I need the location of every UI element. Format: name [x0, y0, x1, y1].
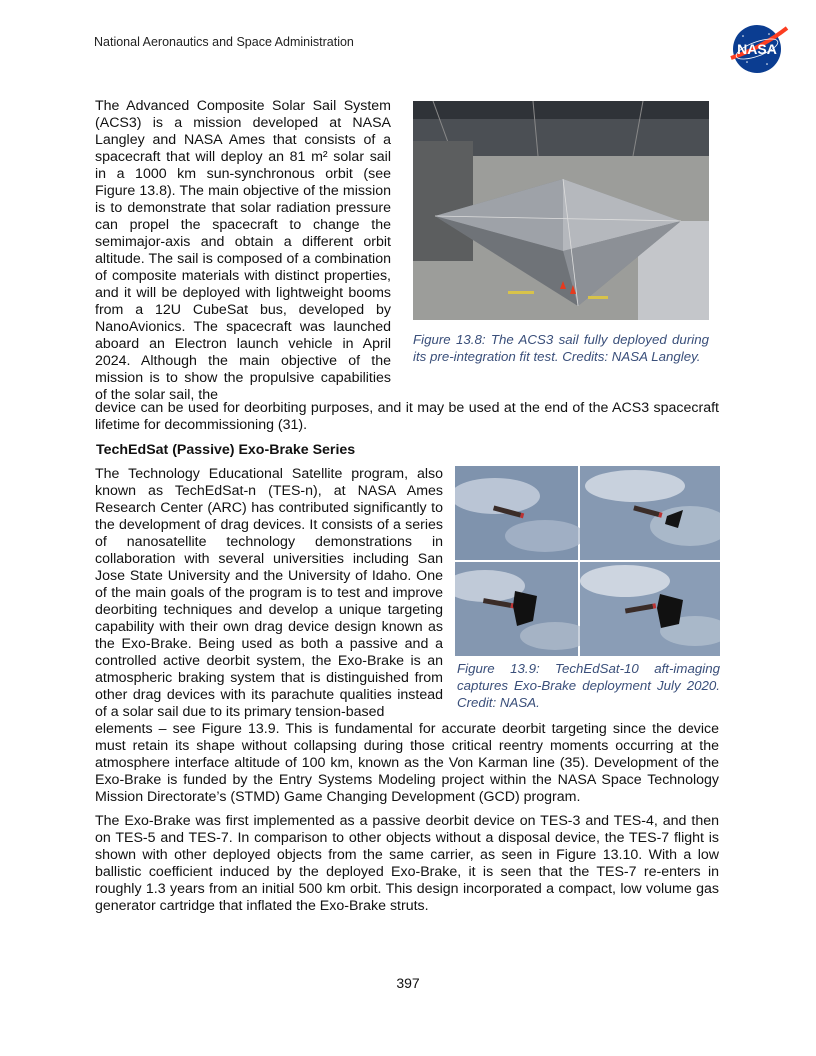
- figure-13-9-caption: Figure 13.9: TechEdSat-10 aft-imaging captures Exo-Brake deployment July 2020. Credit: NASA.: [457, 661, 720, 710]
- techedsat-heading: TechEdSat (Passive) Exo-Brake Series: [96, 442, 356, 458]
- acs3-sail-figure: [413, 101, 709, 320]
- nasa-logo-text: NASA: [737, 41, 777, 57]
- acs3-continuation-paragraph: device can be used for deorbiting purposes, and it may be used at the end of the ACS3 spacecraft lifetime for decommissioning (31).: [95, 400, 719, 433]
- techedsat-continuation-paragraph: elements – see Figure 13.9. This is fundamental for accurate deorbit targeting since the device must retain its shape without collapsing during those critical reentry moments occurring at the atmosphere interface altitude of 100 km, known as the Von Karman line (35). Development of the Exo-Brake is funded by the Entry Systems Modeling project within the NASA Space Technology Mission Directorate’s (STMD) Game Changing Development (GCD) program.: [95, 721, 719, 805]
- acs3-intro-paragraph: The Advanced Composite Solar Sail System (ACS3) is a mission developed at NASA Langley and NASA Ames that consists of a spacecraft that will deploy an 81 m² solar sail in a 1000 km sun-synchronous orbit (see Figure 13.8). The main objective of the mission is to demonstrate that solar radiation pressure can propel the spacecraft to change the semimajor-axis and obtain a different orbit altitude. The sail is composed of a combination of composite materials with distinct properties, and it will be deployed with lightweight booms from a 12U CubeSat bus, developed by NanoAvionics. The spacecraft was launched aboard an Electron launch vehicle in April 2024. Although the main objective of the mission is to show the propulsive capabilities of the solar sail, the: [95, 98, 391, 403]
- techedsat-intro-paragraph: The Technology Educational Satellite program, also known as TechEdSat-n (TES-n), at NASA Ames Research Center (ARC) has contributed significantly to the development of drag devices. It consists of a series of nanosatellite technology demonstrations in collaboration with several universities including San Jose State University and the University of Idaho. One of the main goals of the program is to test and improve deorbiting techniques and develop a unique targeting capability with their own drag device design known as the Exo-Brake. Being used as both a passive and a controlled active deorbit system, the Exo-Brake is an atmospheric braking system that is distinguished from other drag devices with its parachute qualities instead of a solar sail due to its primary tension-based: [95, 466, 443, 720]
- header-organization: National Aeronautics and Space Administration: [94, 35, 354, 49]
- figure-13-8-caption: Figure 13.8: The ACS3 sail fully deployed during its pre-integration fit test. Credits: NASA Langley.: [413, 332, 709, 364]
- exo-brake-implementation-paragraph: The Exo-Brake was first implemented as a passive deorbit device on TES-3 and TES-4, and then on TES-5 and TES-7. In comparison to other objects without a disposal device, the TES-7 flight is shown with other deployed objects from the same carrier, as seen in Figure 13.10. With a low ballistic coefficient induced by the deployed Exo-Brake, it is seen that the TES-7 re-enters in roughly 1.3 years from an initial 500 km orbit. This design incorporated a compact, low volume gas generator cartridge that inflated the Exo-Brake struts.: [95, 813, 719, 914]
- page-number: 397: [396, 975, 420, 991]
- nasa-logo: [729, 22, 789, 76]
- exo-brake-figure: [455, 466, 720, 656]
